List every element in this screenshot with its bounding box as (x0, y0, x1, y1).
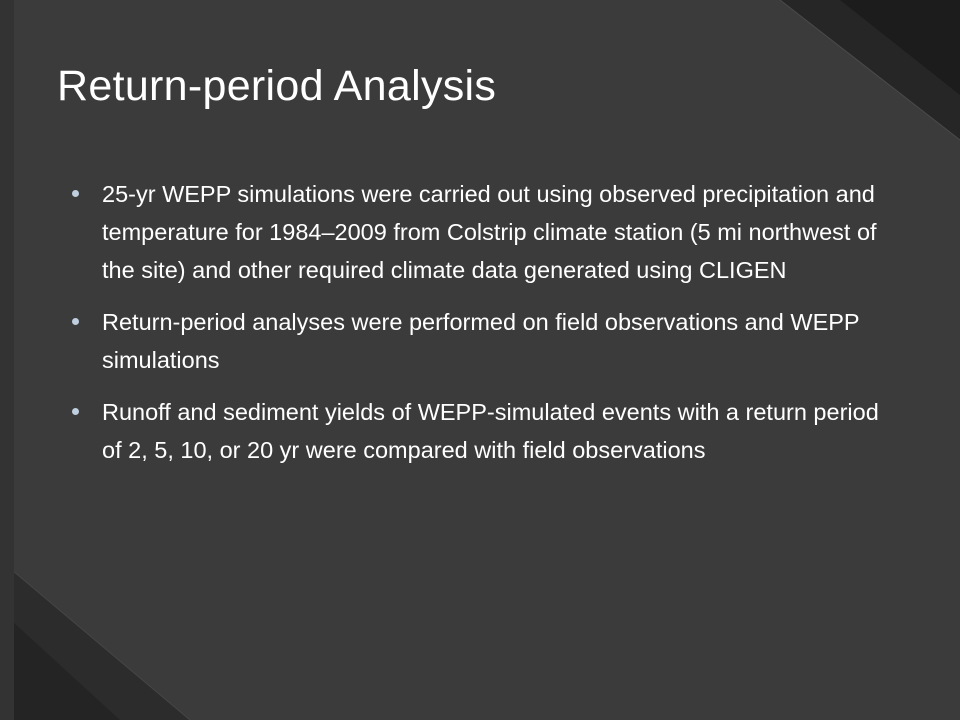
slide-title: Return-period Analysis (57, 62, 497, 110)
bullet-dot-icon (72, 190, 79, 197)
bullet-item (68, 175, 898, 289)
bullet-text: 25-yr WEPP simulations were carried out using observed precipitation and temperature for 1984–2009 from Colstrip climate station (5 mi northwest of the site) and other required climate data generated using CLIGEN (102, 181, 877, 283)
bullet-text: Return-period analyses were performed on field observations and WEPP simulations (102, 309, 860, 373)
bullet-dot-icon (72, 408, 79, 415)
bullet-list (68, 175, 898, 483)
bullet-dot-icon (72, 318, 79, 325)
bullet-text: Runoff and sediment yields of WEPP-simulated events with a return period of 2, 5, 10, or 20 yr were compared with field observations (102, 399, 879, 463)
bullet-item (68, 393, 898, 469)
bullet-item (68, 303, 898, 379)
